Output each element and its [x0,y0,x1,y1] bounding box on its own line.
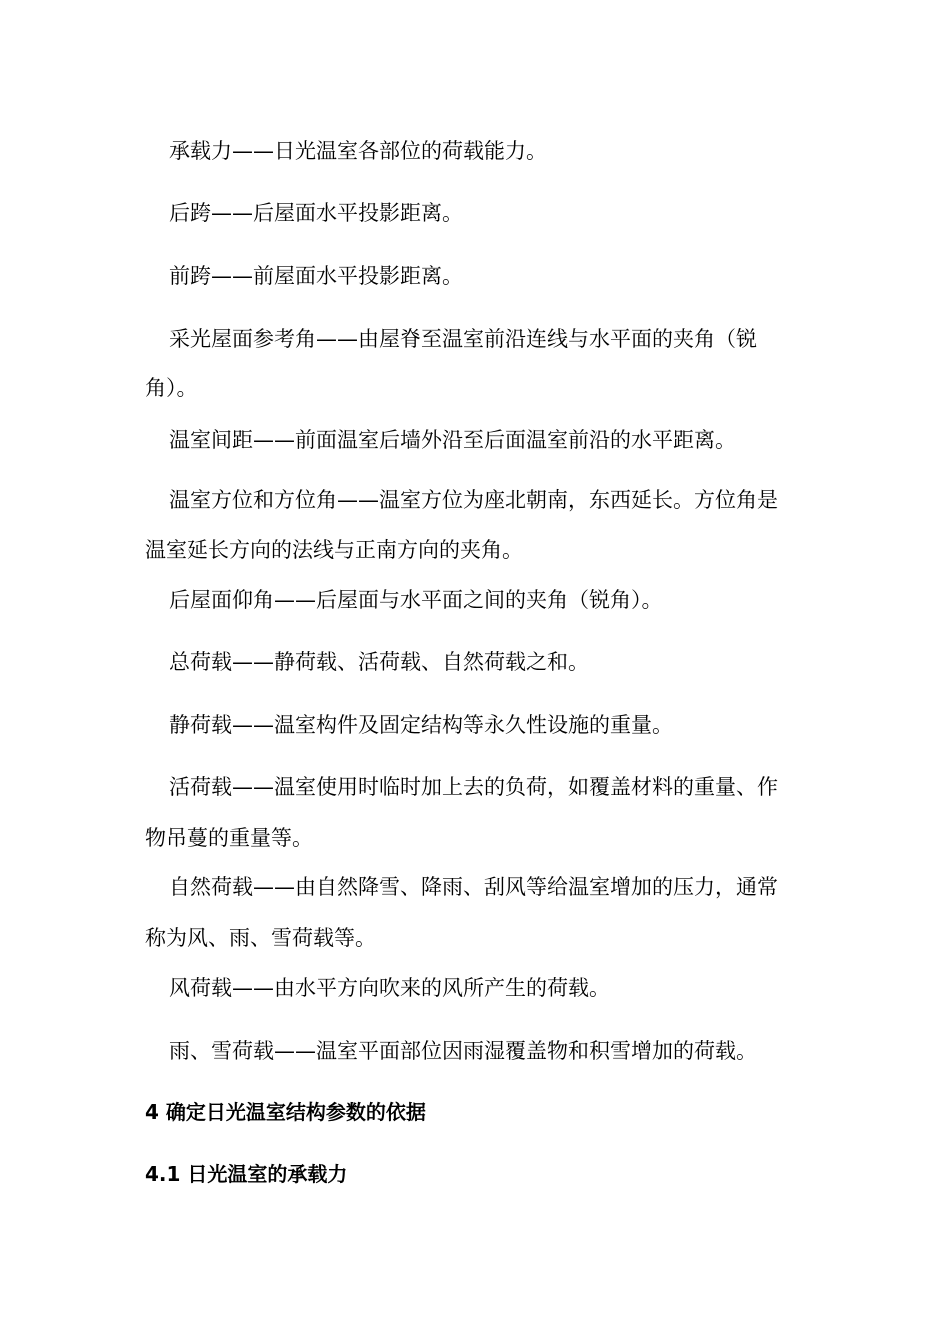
definition-wind-load: 风荷载——由水平方向吹来的风所产生的荷载。 [169,976,610,1000]
definition-lighting-roof-angle-cont: 角）。 [145,376,198,400]
definition-lighting-roof-angle: 采光屋面参考角——由屋脊至温室前沿连线与水平面的夹角（锐 [169,327,757,351]
definition-load-capacity: 承载力——日光温室各部位的荷载能力。 [169,139,547,163]
definition-orientation-cont: 温室延长方向的法线与正南方向的夹角。 [145,538,523,562]
definition-dead-load: 静荷载——温室构件及固定结构等永久性设施的重量。 [169,713,673,737]
definition-rear-span: 后跨——后屋面水平投影距离。 [169,201,463,225]
definition-orientation: 温室方位和方位角——温室方位为座北朝南，东西延长。方位角是 [169,488,778,512]
definition-natural-load: 自然荷载——由自然降雪、降雨、刮风等给温室增加的压力，通常 [169,875,778,899]
definition-rain-snow-load: 雨、雪荷载——温室平面部位因雨湿覆盖物和积雪增加的荷载。 [169,1039,757,1063]
section-heading: 4 确定日光温室结构参数的依据 [145,1100,426,1124]
definition-greenhouse-spacing: 温室间距——前面温室后墙外沿至后面温室前沿的水平距离。 [169,428,736,452]
subsection-heading: 4.1 日光温室的承载力 [145,1162,348,1186]
definition-live-load: 活荷载——温室使用时临时加上去的负荷，如覆盖材料的重量、作 [169,775,778,799]
definition-live-load-cont: 物吊蔓的重量等。 [145,826,313,850]
definition-rear-roof-elevation: 后屋面仰角——后屋面与水平面之间的夹角（锐角）。 [169,588,663,612]
definition-natural-load-cont: 称为风、雨、雪荷载等。 [145,926,376,950]
definition-total-load: 总荷载——静荷载、活荷载、自然荷载之和。 [169,650,589,674]
definition-front-span: 前跨——前屋面水平投影距离。 [169,264,463,288]
